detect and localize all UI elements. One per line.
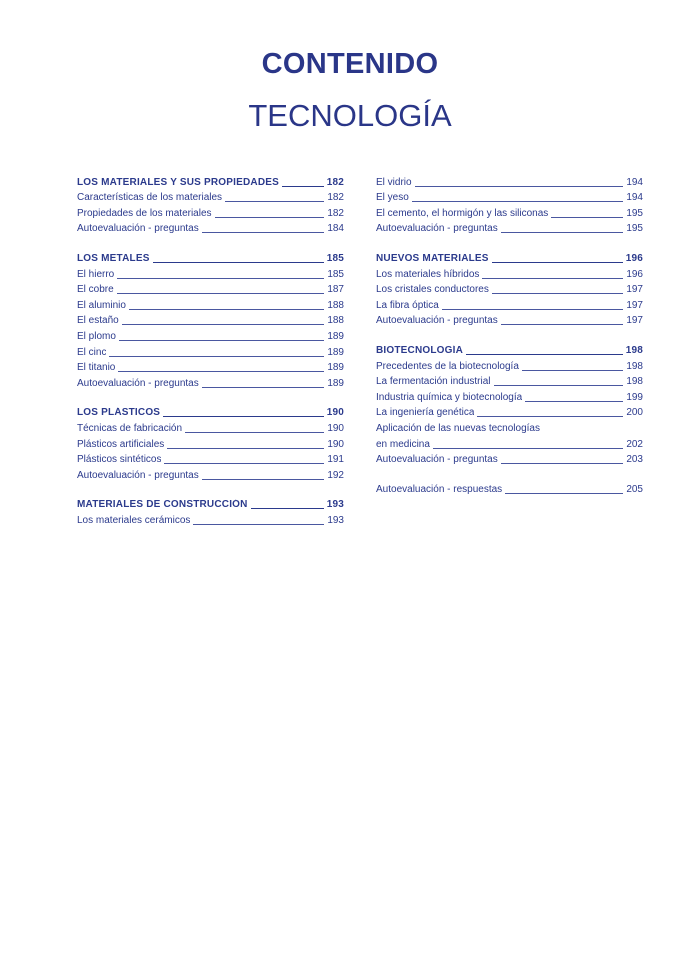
toc-section xyxy=(376,249,643,327)
section-heading-label: NUEVOS MATERIALES xyxy=(376,252,489,264)
toc-entry xyxy=(376,281,643,297)
entry-page: 184 xyxy=(327,223,344,235)
toc-section-heading xyxy=(77,404,344,420)
leader-line xyxy=(494,385,624,386)
toc-entry xyxy=(77,296,344,312)
entry-label: Técnicas de fabricación xyxy=(77,422,183,434)
toc-section xyxy=(77,173,344,235)
section-heading-label: LOS MATERIALES Y SUS PROPIEDADES xyxy=(77,176,279,188)
entry-label: Los materiales híbridos xyxy=(376,268,480,280)
leader-line xyxy=(501,324,624,325)
leader-line xyxy=(482,278,623,279)
toc-section-heading xyxy=(77,173,344,189)
leader-line xyxy=(122,324,325,325)
entry-page: 189 xyxy=(327,362,344,374)
entry-label: Precedentes de la biotecnología xyxy=(376,360,519,372)
entry-page: 187 xyxy=(327,284,344,296)
leader-line xyxy=(415,186,624,187)
entry-label: La fibra óptica xyxy=(376,299,439,311)
page-title: CONTENIDO xyxy=(261,48,439,80)
toc-entry xyxy=(376,265,643,281)
entry-label: La ingeniería genética xyxy=(376,407,475,419)
leader-line xyxy=(119,340,324,341)
section-heading-page: 193 xyxy=(326,499,344,511)
entry-label: El plomo xyxy=(77,330,116,342)
toc-section-heading xyxy=(77,496,344,512)
entry-page: 182 xyxy=(327,207,344,219)
toc-entry xyxy=(77,419,344,435)
toc-entry xyxy=(376,451,643,467)
entry-page: 195 xyxy=(626,223,643,235)
entry-page: 202 xyxy=(626,438,643,450)
entry-label: Propiedades de los materiales xyxy=(77,207,212,219)
entry-page: 198 xyxy=(626,360,643,372)
leader-line xyxy=(433,448,623,449)
entry-page: 205 xyxy=(626,483,643,495)
toc-entry xyxy=(376,435,643,451)
entry-page: 193 xyxy=(327,514,344,526)
leader-line xyxy=(117,293,325,294)
entry-page: 185 xyxy=(327,268,344,280)
toc-entry xyxy=(376,480,643,496)
entry-label: El aluminio xyxy=(77,299,126,311)
toc-entry xyxy=(376,419,643,435)
entry-label: en medicina xyxy=(376,438,430,450)
toc-entry xyxy=(77,189,344,205)
leader-line xyxy=(551,217,623,218)
entry-label: El hierro xyxy=(77,268,115,280)
toc-entry xyxy=(376,173,643,189)
leader-line xyxy=(501,232,624,233)
toc-entry xyxy=(376,312,643,328)
entry-label: El cinc xyxy=(77,346,107,358)
entry-label: Autoevaluación - preguntas xyxy=(77,223,199,235)
toc-section xyxy=(77,249,344,389)
toc-section xyxy=(77,496,344,527)
section-heading-label: BIOTECNOLOGÍA xyxy=(376,344,464,356)
leader-line xyxy=(109,356,324,357)
entry-label: El titanio xyxy=(77,362,116,374)
toc-entry xyxy=(77,281,344,297)
entry-label: Industria química y biotecnología xyxy=(376,391,523,403)
toc-entry xyxy=(77,343,344,359)
entry-page: 189 xyxy=(327,346,344,358)
entry-page: 197 xyxy=(626,315,643,327)
entry-label: Autoevaluación - preguntas xyxy=(376,315,498,327)
entry-page: 190 xyxy=(327,422,344,434)
entry-page: 197 xyxy=(626,284,643,296)
leader-line xyxy=(215,217,325,218)
entry-label: Aplicación de las nuevas tecnologías xyxy=(376,422,540,434)
toc-entry xyxy=(77,220,344,236)
entry-page: 194 xyxy=(626,192,643,204)
entry-label: El vidrio xyxy=(376,176,412,188)
section-heading-label: LOS METALES xyxy=(77,252,150,264)
leader-line xyxy=(505,493,623,494)
page-subtitle: TECNOLOGÍA xyxy=(248,98,452,133)
leader-line xyxy=(412,201,624,202)
section-heading-label: LOS PLÁSTICOS xyxy=(77,407,161,419)
toc-entry xyxy=(77,204,344,220)
entry-page: 182 xyxy=(327,192,344,204)
entry-label: El cobre xyxy=(77,284,114,296)
leader-line xyxy=(153,262,324,263)
entry-label: Plásticos artificiales xyxy=(77,438,165,450)
leader-line xyxy=(202,232,325,233)
entry-page: 194 xyxy=(626,176,643,188)
entry-page: 188 xyxy=(327,315,344,327)
entry-page: 203 xyxy=(626,454,643,466)
toc-section-heading xyxy=(376,249,643,265)
section-heading-page: 190 xyxy=(326,407,344,419)
entry-page: 195 xyxy=(626,207,643,219)
section-heading-page: 182 xyxy=(326,176,344,188)
entry-page: 189 xyxy=(327,377,344,389)
leader-line xyxy=(202,479,325,480)
toc-entry xyxy=(77,451,344,467)
section-heading-page: 198 xyxy=(625,344,643,356)
leader-line xyxy=(477,416,623,417)
entry-label: Características de los materiales xyxy=(77,192,223,204)
leader-line xyxy=(225,201,324,202)
toc-entry xyxy=(77,466,344,482)
toc-entry xyxy=(77,374,344,390)
toc-entry xyxy=(77,511,344,527)
entry-label: Autoevaluación - respuestas xyxy=(376,483,503,495)
entry-label: El cemento, el hormigón y las siliconas xyxy=(376,207,549,219)
toc-section xyxy=(376,480,643,496)
entry-label: Autoevaluación - preguntas xyxy=(376,223,498,235)
entry-label: Autoevaluación - preguntas xyxy=(376,454,498,466)
entry-page: 196 xyxy=(626,268,643,280)
section-heading-label: MATERIALES DE CONSTRUCCIÓN xyxy=(77,499,248,511)
entry-label: Autoevaluación - preguntas xyxy=(77,377,199,389)
leader-line xyxy=(501,463,624,464)
toc-left-column xyxy=(77,173,344,541)
leader-line xyxy=(492,262,623,263)
entry-page: 191 xyxy=(327,454,344,466)
section-heading-page: 196 xyxy=(625,252,643,264)
entry-page: 188 xyxy=(327,299,344,311)
leader-line xyxy=(492,293,623,294)
toc-entry xyxy=(77,359,344,375)
entry-label: Plásticos sintéticos xyxy=(77,454,162,466)
leader-line xyxy=(525,401,623,402)
section-heading-page: 185 xyxy=(326,252,344,264)
toc-entry xyxy=(77,312,344,328)
entry-page: 192 xyxy=(327,469,344,481)
leader-line xyxy=(193,524,324,525)
toc-entry xyxy=(376,404,643,420)
entry-page: 190 xyxy=(327,438,344,450)
toc-entry xyxy=(77,435,344,451)
leader-line xyxy=(167,448,324,449)
toc-section xyxy=(376,341,643,466)
toc-entry xyxy=(376,220,643,236)
toc-right-column xyxy=(376,173,643,510)
leader-line xyxy=(118,371,324,372)
toc-entry xyxy=(376,373,643,389)
toc-entry xyxy=(376,357,643,373)
toc-section xyxy=(77,404,344,482)
toc-entry xyxy=(77,265,344,281)
toc-section-heading xyxy=(77,249,344,265)
entry-page: 189 xyxy=(327,330,344,342)
entry-label: Autoevaluación - preguntas xyxy=(77,469,199,481)
entry-page: 198 xyxy=(626,376,643,388)
leader-line xyxy=(251,508,324,509)
entry-page: 200 xyxy=(626,407,643,419)
toc-entry xyxy=(376,296,643,312)
leader-line xyxy=(117,278,324,279)
toc-entry xyxy=(376,204,643,220)
leader-line xyxy=(442,309,623,310)
entry-page: 197 xyxy=(626,299,643,311)
entry-page: 199 xyxy=(626,391,643,403)
toc-section-heading xyxy=(376,341,643,357)
entry-label: Los cristales conductores xyxy=(376,284,489,296)
leader-line xyxy=(163,416,324,417)
toc-entry xyxy=(376,388,643,404)
entry-label: Los materiales cerámicos xyxy=(77,514,191,526)
leader-line xyxy=(164,463,324,464)
leader-line xyxy=(522,370,623,371)
leader-line xyxy=(202,387,325,388)
entry-label: El yeso xyxy=(376,192,409,204)
leader-line xyxy=(129,309,324,310)
toc-entry xyxy=(376,189,643,205)
toc-section xyxy=(376,173,643,235)
leader-line xyxy=(282,186,324,187)
entry-label: La fermentación industrial xyxy=(376,376,491,388)
toc-entry xyxy=(77,327,344,343)
leader-line xyxy=(466,354,623,355)
leader-line xyxy=(185,432,324,433)
entry-label: El estaño xyxy=(77,315,119,327)
